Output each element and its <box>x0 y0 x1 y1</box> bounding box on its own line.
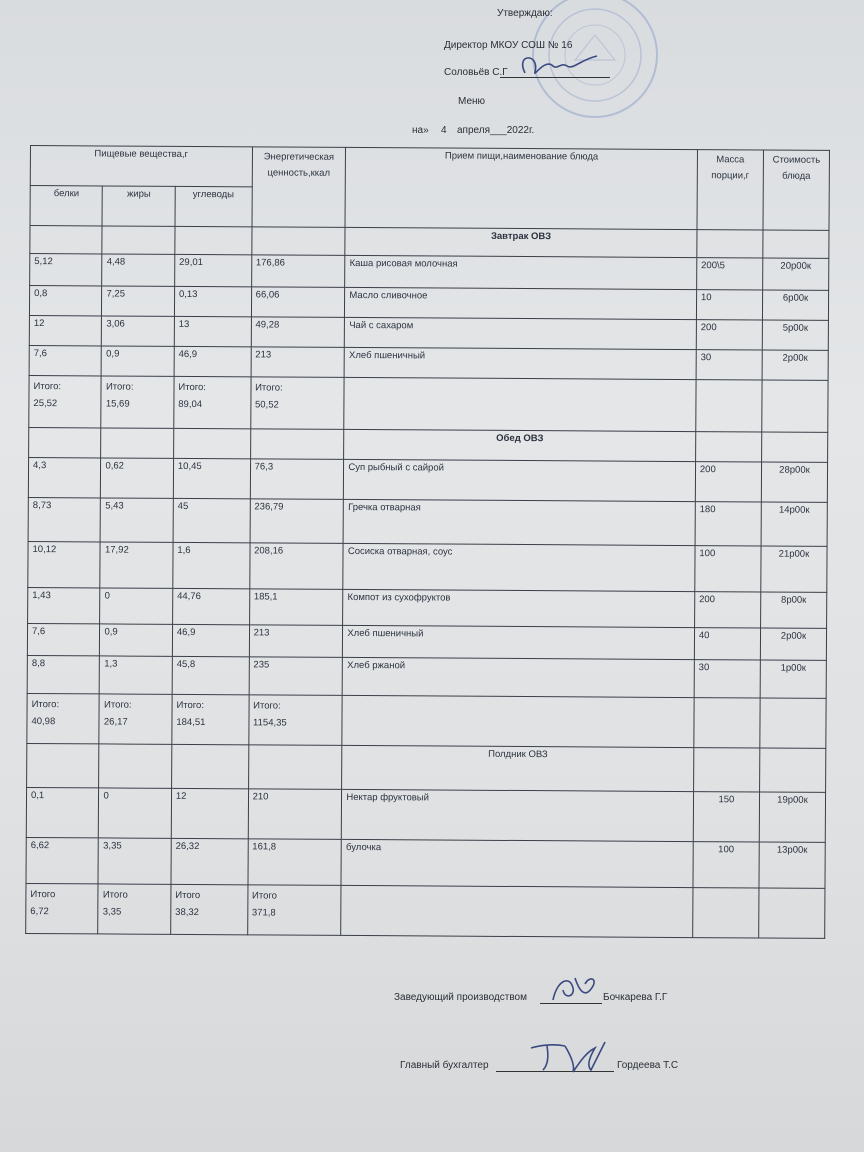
carbs-cell: 10,45 <box>173 458 250 498</box>
mass-cell: 30 <box>694 660 760 698</box>
mass-cell: 100 <box>695 546 761 592</box>
protein-cell: 1,43 <box>28 587 101 623</box>
total-carbs: 89,04 <box>178 398 203 411</box>
protein-cell: 8,8 <box>27 655 100 693</box>
total-protein: 25,52 <box>33 398 58 410</box>
director-name: Соловьёв С.Г <box>444 67 508 78</box>
dish-cell: Масло сливочное <box>345 287 697 319</box>
table-row <box>28 541 827 592</box>
total-label: Итого: <box>176 699 205 712</box>
total-label: Итого <box>102 889 128 901</box>
cost-cell: 2р00к <box>760 628 826 660</box>
cost-cell: 21р00к <box>761 546 827 592</box>
dish-cell: Гречка отварная <box>343 499 695 545</box>
dish-cell: Сосиска отварная, соус <box>343 543 695 591</box>
energy-cell: 185,1 <box>249 589 343 626</box>
carbs-cell: 12 <box>171 788 248 838</box>
table-row <box>29 315 828 350</box>
protein-cell: 0,1 <box>26 787 99 837</box>
total-row <box>29 375 828 432</box>
energy-cell: 66,06 <box>251 287 345 318</box>
section-title: Полдник ОВЗ <box>342 745 694 791</box>
cost-cell: 28р00к <box>761 462 827 502</box>
mass-cell: 200 <box>696 320 762 350</box>
protein-cell: 8,73 <box>28 497 101 541</box>
accountant-name: Гордеева Т.С <box>617 1060 679 1071</box>
energy-header: Энергетическая ценность,ккал <box>252 147 346 228</box>
meal-header: Прием пищи,наименование блюда <box>345 147 697 229</box>
total-label: Итого: <box>33 381 62 393</box>
protein-cell: 7,6 <box>27 623 100 655</box>
approval-title: Утверждаю: <box>497 8 553 19</box>
total-label: Итого: <box>178 381 206 394</box>
cost-cell: 20р00к <box>763 258 829 290</box>
dish-cell: Хлеб ржаной <box>342 657 694 697</box>
dish-cell: Компот из сухофруктов <box>343 589 695 627</box>
section-row-lunch <box>29 427 828 462</box>
date-month-year: апреля___2022г. <box>457 125 535 136</box>
mass-cell: 200 <box>695 462 761 502</box>
total-fat-cell <box>99 694 172 744</box>
dish-cell: Чай с сахаром <box>345 317 697 349</box>
table-row <box>27 655 826 698</box>
carbs-cell: 46,9 <box>174 346 251 376</box>
total-protein-cell <box>29 375 102 427</box>
cost-cell: 14р00к <box>761 502 827 546</box>
dish-cell: Нектар фруктовый <box>342 789 694 841</box>
protein-cell: 7,6 <box>29 345 102 375</box>
section-row-snack <box>27 743 826 792</box>
fat-cell: 0,9 <box>100 624 173 656</box>
table-row <box>28 497 827 546</box>
total-label: Итого <box>175 889 201 902</box>
total-carbs: 38,32 <box>175 906 200 919</box>
fat-cell: 4,48 <box>102 254 175 286</box>
total-energy: 371,8 <box>251 907 276 919</box>
total-fat: 26,17 <box>103 716 128 728</box>
protein-cell: 10,12 <box>28 541 101 587</box>
cost-cell: 6р00к <box>762 290 828 320</box>
dish-cell: Каша рисовая молочная <box>345 255 697 289</box>
fat-cell: 5,43 <box>101 498 174 542</box>
energy-cell: 213 <box>251 347 345 378</box>
energy-cell: 208,16 <box>249 543 343 590</box>
carbs-cell: 1,6 <box>173 542 250 588</box>
date-day: 4 <box>441 125 447 136</box>
total-carbs-cell <box>174 376 251 428</box>
total-energy: 1154,35 <box>253 717 287 729</box>
cost-header: Стоимость блюда <box>763 150 830 230</box>
director-position: Директор МКОУ СОШ № 16 <box>444 40 573 51</box>
fat-cell: 3,06 <box>102 316 175 346</box>
cost-cell: 13р00к <box>759 842 825 888</box>
carbs-cell: 45,8 <box>172 656 249 694</box>
carbs-cell: 0,13 <box>174 286 251 316</box>
table-row <box>26 787 825 842</box>
total-label: Итого: <box>31 699 60 711</box>
total-protein: 40,98 <box>31 716 56 728</box>
fat-cell: 0,62 <box>101 458 174 498</box>
table-row <box>26 837 825 888</box>
dish-cell: булочка <box>341 839 693 887</box>
carbs-header: углеводы <box>175 186 252 226</box>
protein-cell: 12 <box>29 315 102 345</box>
fat-cell: 7,25 <box>102 286 175 316</box>
total-protein: 6,72 <box>30 906 49 918</box>
table-row <box>30 254 829 291</box>
table-row <box>29 286 828 321</box>
total-energy-cell <box>248 695 342 746</box>
mass-cell: 180 <box>695 502 761 546</box>
total-label: Итого: <box>255 382 283 394</box>
total-row <box>27 693 826 748</box>
total-energy: 50,52 <box>254 399 279 411</box>
production-head-signature <box>545 970 605 1008</box>
total-label: Итого <box>251 890 277 902</box>
mass-cell: 150 <box>693 792 759 842</box>
mass-cell: 200 <box>694 592 760 628</box>
section-title: Завтрак ОВЗ <box>345 227 697 257</box>
fat-cell: 3,35 <box>98 838 171 884</box>
total-carbs-cell <box>171 884 248 934</box>
mass-header: Масса порции,г <box>697 150 764 230</box>
fat-cell: 0 <box>100 588 173 624</box>
energy-cell: 76,3 <box>250 459 344 500</box>
date-prefix: на» <box>412 125 429 136</box>
cost-cell: 2р00к <box>762 350 828 380</box>
cost-cell: 19р00к <box>759 792 825 842</box>
table-row <box>28 587 827 628</box>
energy-cell: 176,86 <box>251 255 345 288</box>
energy-cell: 213 <box>249 625 343 658</box>
energy-cell: 210 <box>248 789 342 840</box>
total-row <box>26 883 825 938</box>
energy-cell: 161,8 <box>248 839 342 886</box>
carbs-cell: 13 <box>174 316 251 346</box>
total-label: Итого: <box>103 699 132 711</box>
energy-cell: 236,79 <box>250 499 344 544</box>
accountant-label: Главный бухгалтер <box>400 1060 489 1071</box>
total-carbs: 184,51 <box>176 716 206 729</box>
fat-header: жиры <box>102 186 175 226</box>
cost-cell: 8р00к <box>760 592 826 628</box>
protein-cell: 5,12 <box>30 254 103 286</box>
nutrients-header: Пищевые вещества,г <box>30 146 252 187</box>
carbs-cell: 29,01 <box>175 254 252 286</box>
carbs-cell: 26,32 <box>171 838 248 884</box>
dish-cell: Суп рыбный с сайрой <box>344 459 696 501</box>
fat-cell: 0,9 <box>102 346 175 376</box>
total-fat: 3,35 <box>102 906 122 918</box>
table-row <box>29 345 828 380</box>
mass-cell: 40 <box>694 628 760 660</box>
carbs-cell: 44,76 <box>172 588 249 624</box>
mass-cell: 30 <box>696 350 762 380</box>
mass-cell: 100 <box>693 842 759 888</box>
carbs-cell: 46,9 <box>172 624 249 656</box>
total-protein-cell <box>27 693 100 743</box>
carbs-cell: 45 <box>173 498 250 542</box>
accountant-signature <box>525 1036 610 1076</box>
production-head-label: Заведующий производством <box>394 992 527 1003</box>
protein-header: белки <box>30 186 103 226</box>
total-protein-cell <box>26 883 99 933</box>
total-label: Итого: <box>253 700 281 712</box>
protein-cell: 6,62 <box>26 837 99 883</box>
production-head-name: Бочкарева Г.Г <box>603 992 668 1003</box>
fat-cell: 0 <box>99 788 172 838</box>
fat-cell: 17,92 <box>100 542 173 588</box>
table-row <box>28 457 827 502</box>
protein-cell: 0,8 <box>29 286 102 316</box>
cost-cell: 5р00к <box>762 320 828 350</box>
protein-cell: 4,3 <box>28 457 101 497</box>
dish-cell: Хлеб пшеничный <box>343 625 695 659</box>
mass-cell: 200\5 <box>697 258 763 290</box>
total-energy-cell <box>247 885 341 936</box>
menu-label: Меню <box>458 96 486 107</box>
total-energy-cell <box>250 377 344 430</box>
total-fat-cell <box>101 376 174 428</box>
total-label: Итого: <box>105 381 134 393</box>
menu-table <box>25 145 830 939</box>
dish-cell: Хлеб пшеничный <box>344 347 696 379</box>
mass-cell: 10 <box>696 290 762 320</box>
total-fat: 15,69 <box>105 398 130 410</box>
total-label: Итого <box>30 889 56 901</box>
director-signature <box>505 48 605 84</box>
total-fat-cell <box>98 884 171 934</box>
energy-cell: 235 <box>249 657 343 696</box>
table-row <box>27 623 826 660</box>
total-carbs-cell <box>172 694 249 744</box>
section-title: Обед ОВЗ <box>344 429 696 461</box>
fat-cell: 1,3 <box>100 656 173 694</box>
header-row-1 <box>30 146 829 191</box>
energy-cell: 49,28 <box>251 317 345 348</box>
cost-cell: 1р00к <box>760 660 826 698</box>
